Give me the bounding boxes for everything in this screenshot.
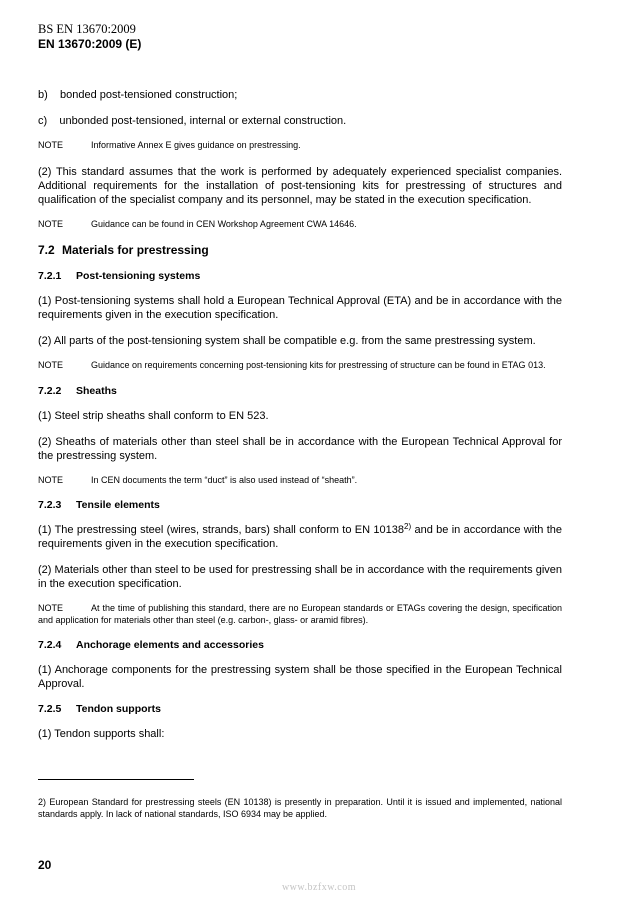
section-title: Materials for prestressing — [62, 243, 209, 257]
page-number: 20 — [38, 858, 52, 872]
paragraph-text: (1) The prestressing steel (wires, strands, bars) shall conform to EN 10138 — [38, 524, 404, 536]
section-number: 7.2.5 — [38, 703, 62, 715]
body-content — [38, 88, 562, 753]
note-text: In CEN documents the term “duct” is also used instead of “sheath”. — [91, 474, 358, 485]
section-number: 7.2.2 — [38, 384, 62, 397]
note-tag: NOTE — [38, 474, 64, 485]
watermark: www.bzfxw.com — [281, 882, 357, 893]
section-title: Tensile elements — [76, 499, 160, 511]
paragraph: (1) Post-tensioning systems shall hold a European Technical Approval (ETA) and be in accordance with the requirements given in the execution specification. — [38, 295, 562, 321]
paragraph: (2) Materials other than steel to be used for prestressing shall be in accordance with the requirements given in the execution specification. — [38, 564, 562, 590]
section-number: 7.2.1 — [38, 270, 62, 282]
note-text: Informative Annex E gives guidance on prestressing. — [91, 140, 301, 150]
note-3 — [38, 360, 562, 372]
note-tag: NOTE — [38, 218, 64, 229]
section-number: 7.2.3 — [38, 499, 62, 511]
section-heading-7-2 — [38, 243, 562, 257]
list-item-c: c) unbonded post-tensioned, internal or external construction. — [38, 115, 347, 127]
paragraph: (1) Tendon supports shall: — [38, 728, 165, 740]
note-4 — [38, 475, 562, 487]
paragraph-text: and be in accordance with the requirements given in the execution specification. — [38, 524, 562, 550]
note-tag: NOTE — [38, 360, 64, 370]
footnote-reference: 2) — [404, 522, 412, 531]
section-heading-7-2-1 — [38, 270, 562, 282]
paragraph — [38, 523, 562, 551]
section-title: Anchorage elements and accessories — [76, 639, 264, 651]
section-number: 7.2 — [38, 243, 55, 257]
section-heading-7-2-2 — [38, 385, 562, 397]
header-en-standard: EN 13670:2009 (E) — [38, 37, 142, 51]
paragraph: (2) Sheaths of materials other than steel shall be in accordance with the European Technical Approval for the prestressing system. — [38, 435, 562, 462]
section-title: Post-tensioning systems — [76, 270, 201, 282]
footnote-separator — [38, 779, 194, 780]
note-text: At the time of publishing this standard, there are no European standards or ETAGs covering the design, specification and application for materials other than steel (e.g. carbon-, glass- or aramid fibres). — [38, 603, 562, 625]
note-tag: NOTE — [38, 603, 64, 613]
section-title: Tendon supports — [76, 703, 161, 715]
note-text: Guidance on requirements concerning post-tensioning kits for prestressing of structure can be found in ETAG 013. — [91, 360, 546, 370]
section-heading-7-2-3 — [38, 499, 562, 511]
note-5 — [38, 603, 562, 626]
section-heading-7-2-4 — [38, 639, 562, 651]
note-2 — [38, 219, 562, 231]
list-item-b: b) bonded post-tensioned construction; — [38, 89, 238, 101]
paragraph: (1) Anchorage components for the prestressing system shall be those specified in the European Technical Approval. — [38, 664, 562, 690]
header-bs-standard: BS EN 13670:2009 — [38, 22, 136, 36]
section-number: 7.2.4 — [38, 639, 62, 651]
paragraph-2: (2) This standard assumes that the work is performed by adequately experienced specialist companies. Additional requirements for the installation of post-tensioning kits for prestressing of structures and qualification of the specialist company and its personnel, may be stated in the execution specification. — [38, 165, 562, 206]
paragraph: (1) Steel strip sheaths shall conform to EN 523. — [38, 409, 269, 422]
section-title: Sheaths — [76, 384, 117, 397]
footnote: 2) European Standard for prestressing steels (EN 10138) is presently in preparation. Until it is issued and implemented, national standards apply. In lack of national standards, ISO 6934 may be applied. — [38, 797, 562, 819]
note-tag: NOTE — [38, 140, 64, 150]
section-heading-7-2-5 — [38, 703, 562, 715]
paragraph: (2) All parts of the post-tensioning system shall be compatible e.g. from the same prestressing system. — [38, 335, 536, 347]
note-text: Guidance can be found in CEN Workshop Agreement CWA 14646. — [91, 218, 357, 229]
note-1 — [38, 140, 562, 152]
